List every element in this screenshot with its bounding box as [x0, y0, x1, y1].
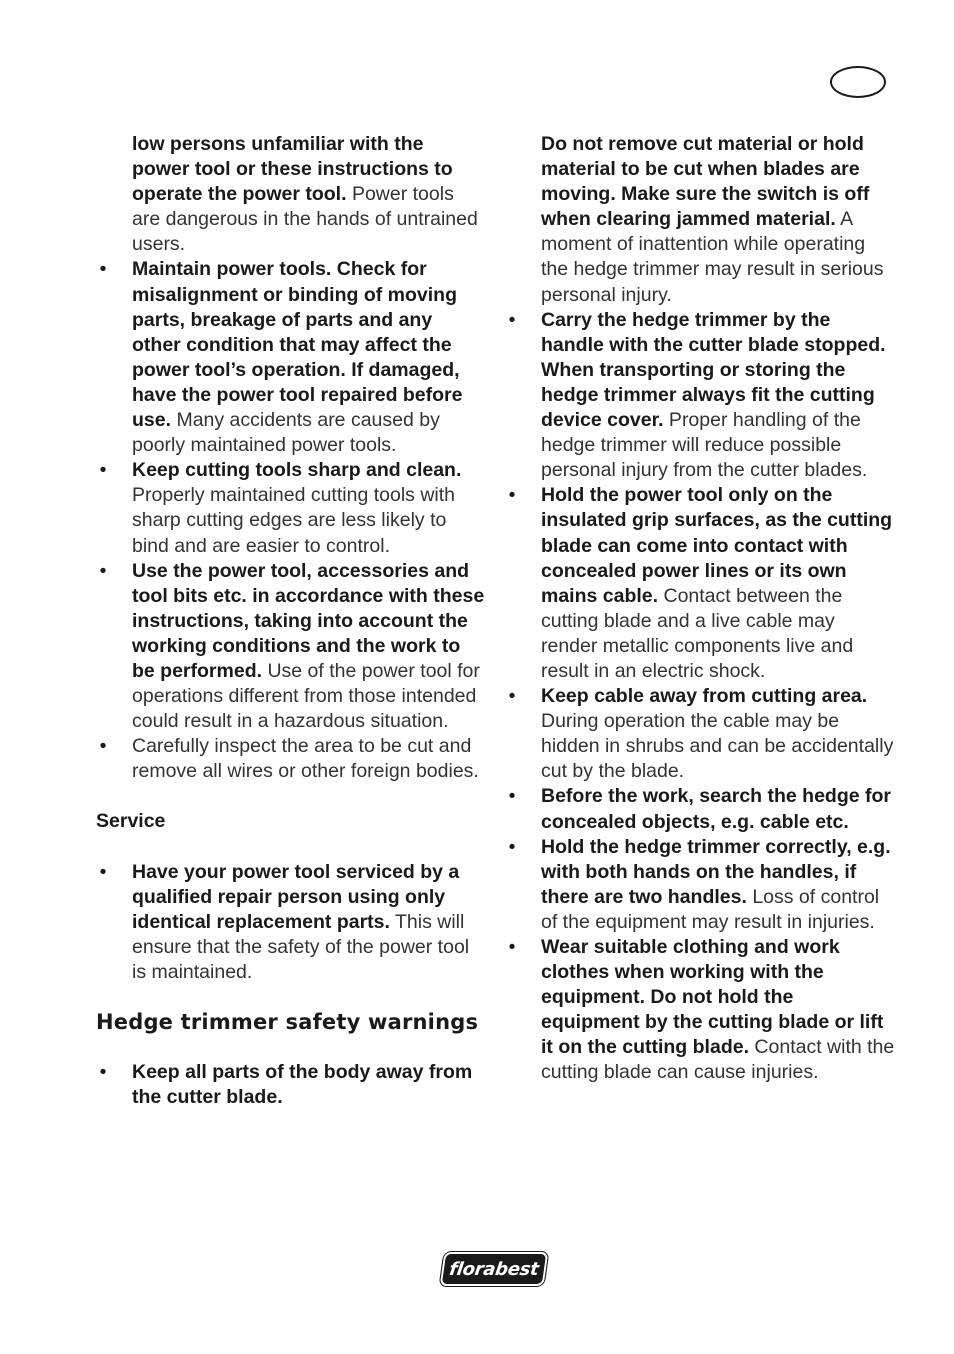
bullet: •	[99, 860, 107, 883]
list-item: • Have your power tool serviced by a qualified repair person using only identical replacement parts. This will ensure that the safety of the power tool is maintained.	[96, 860, 486, 985]
list-item: • Carry the hedge trimmer by the handle with the cutter blade stopped. When transporting or storing the hedge trimmer always fit the cutting device cover. Proper handling of the hedge trimmer will reduce possible personal injury from the cutter blades.	[505, 308, 895, 484]
bullet: •	[99, 1061, 107, 1083]
bullet: •	[99, 559, 107, 582]
continued-paragraph: Do not remove cut material or hold material to be cut when blades are moving. Make sure the switch is off when clearing jammed material. A moment of inattention while operating the hedge trimmer may result in serious personal injury.	[541, 133, 884, 306]
logo-text: florabest	[447, 1258, 541, 1280]
list-item: • Use the power tool, accessories and tool bits etc. in accordance with these instructions, taking into account the working conditions and the work to be performed. Use of the power tool for operations different from those intended could result in a hazardous situation.	[96, 559, 486, 735]
list-item: • Hold the power tool only on the insulated grip surfaces, as the cutting blade can come into contact with concealed power lines or its own mains cable. Contact between the cutting blade and a live cable may render metallic components live and result in an electric shock.	[505, 483, 895, 684]
list-item: • Before the work, search the hedge for concealed objects, e.g. cable etc.	[505, 784, 895, 834]
list-item: • Wear suitable clothing and work clothes when working with the equipment. Do not hold the equipment by the cutting blade or lift it on the cutting blade. Contact with the cutting blade can cause injuries.	[505, 935, 895, 1086]
bullet: •	[508, 484, 516, 507]
florabest-logo	[440, 1252, 549, 1286]
list-item: • Carefully inspect the area to be cut and remove all wires or other foreign bodies.	[96, 734, 486, 784]
list-item: • Keep cutting tools sharp and clean. Properly maintained cutting tools with sharp cutting edges are less likely to bind and are easier to control.	[96, 458, 486, 558]
list-item: • Keep all parts of the body away from the cutter blade.	[96, 1060, 486, 1110]
bullet: •	[508, 785, 516, 808]
service-heading: Service	[96, 810, 166, 833]
continued-paragraph: low persons unfamiliar with the power tool or these instructions to operate the power tool. Power tools are dangerous in the hands of untrained users.	[132, 133, 478, 256]
bullet: •	[99, 258, 107, 281]
section-heading: Hedge trimmer safety warnings	[96, 1010, 479, 1034]
list-item: • Keep cable away from cutting area. During operation the cable may be hidden in shrubs and can be accidentally cut by the blade.	[505, 684, 895, 784]
language-badge	[830, 66, 886, 98]
right-column	[505, 132, 895, 1086]
bullet: •	[508, 936, 516, 958]
bullet: •	[508, 308, 516, 331]
bullet: •	[508, 835, 516, 858]
list-item: • Maintain power tools. Check for misalignment or binding of moving parts, breakage of parts and any other condition that may affect the power tool’s operation. If damaged, have the power tool repaired before use. Many accidents are caused by poorly maintained power tools.	[96, 257, 486, 458]
bullet: •	[99, 459, 107, 482]
left-column	[96, 132, 486, 1110]
bullet: •	[99, 735, 107, 758]
bullet: •	[508, 685, 516, 708]
list-item: • Hold the hedge trimmer correctly, e.g. with both hands on the handles, if there are two handles. Loss of control of the equipment may result in injuries.	[505, 835, 895, 935]
